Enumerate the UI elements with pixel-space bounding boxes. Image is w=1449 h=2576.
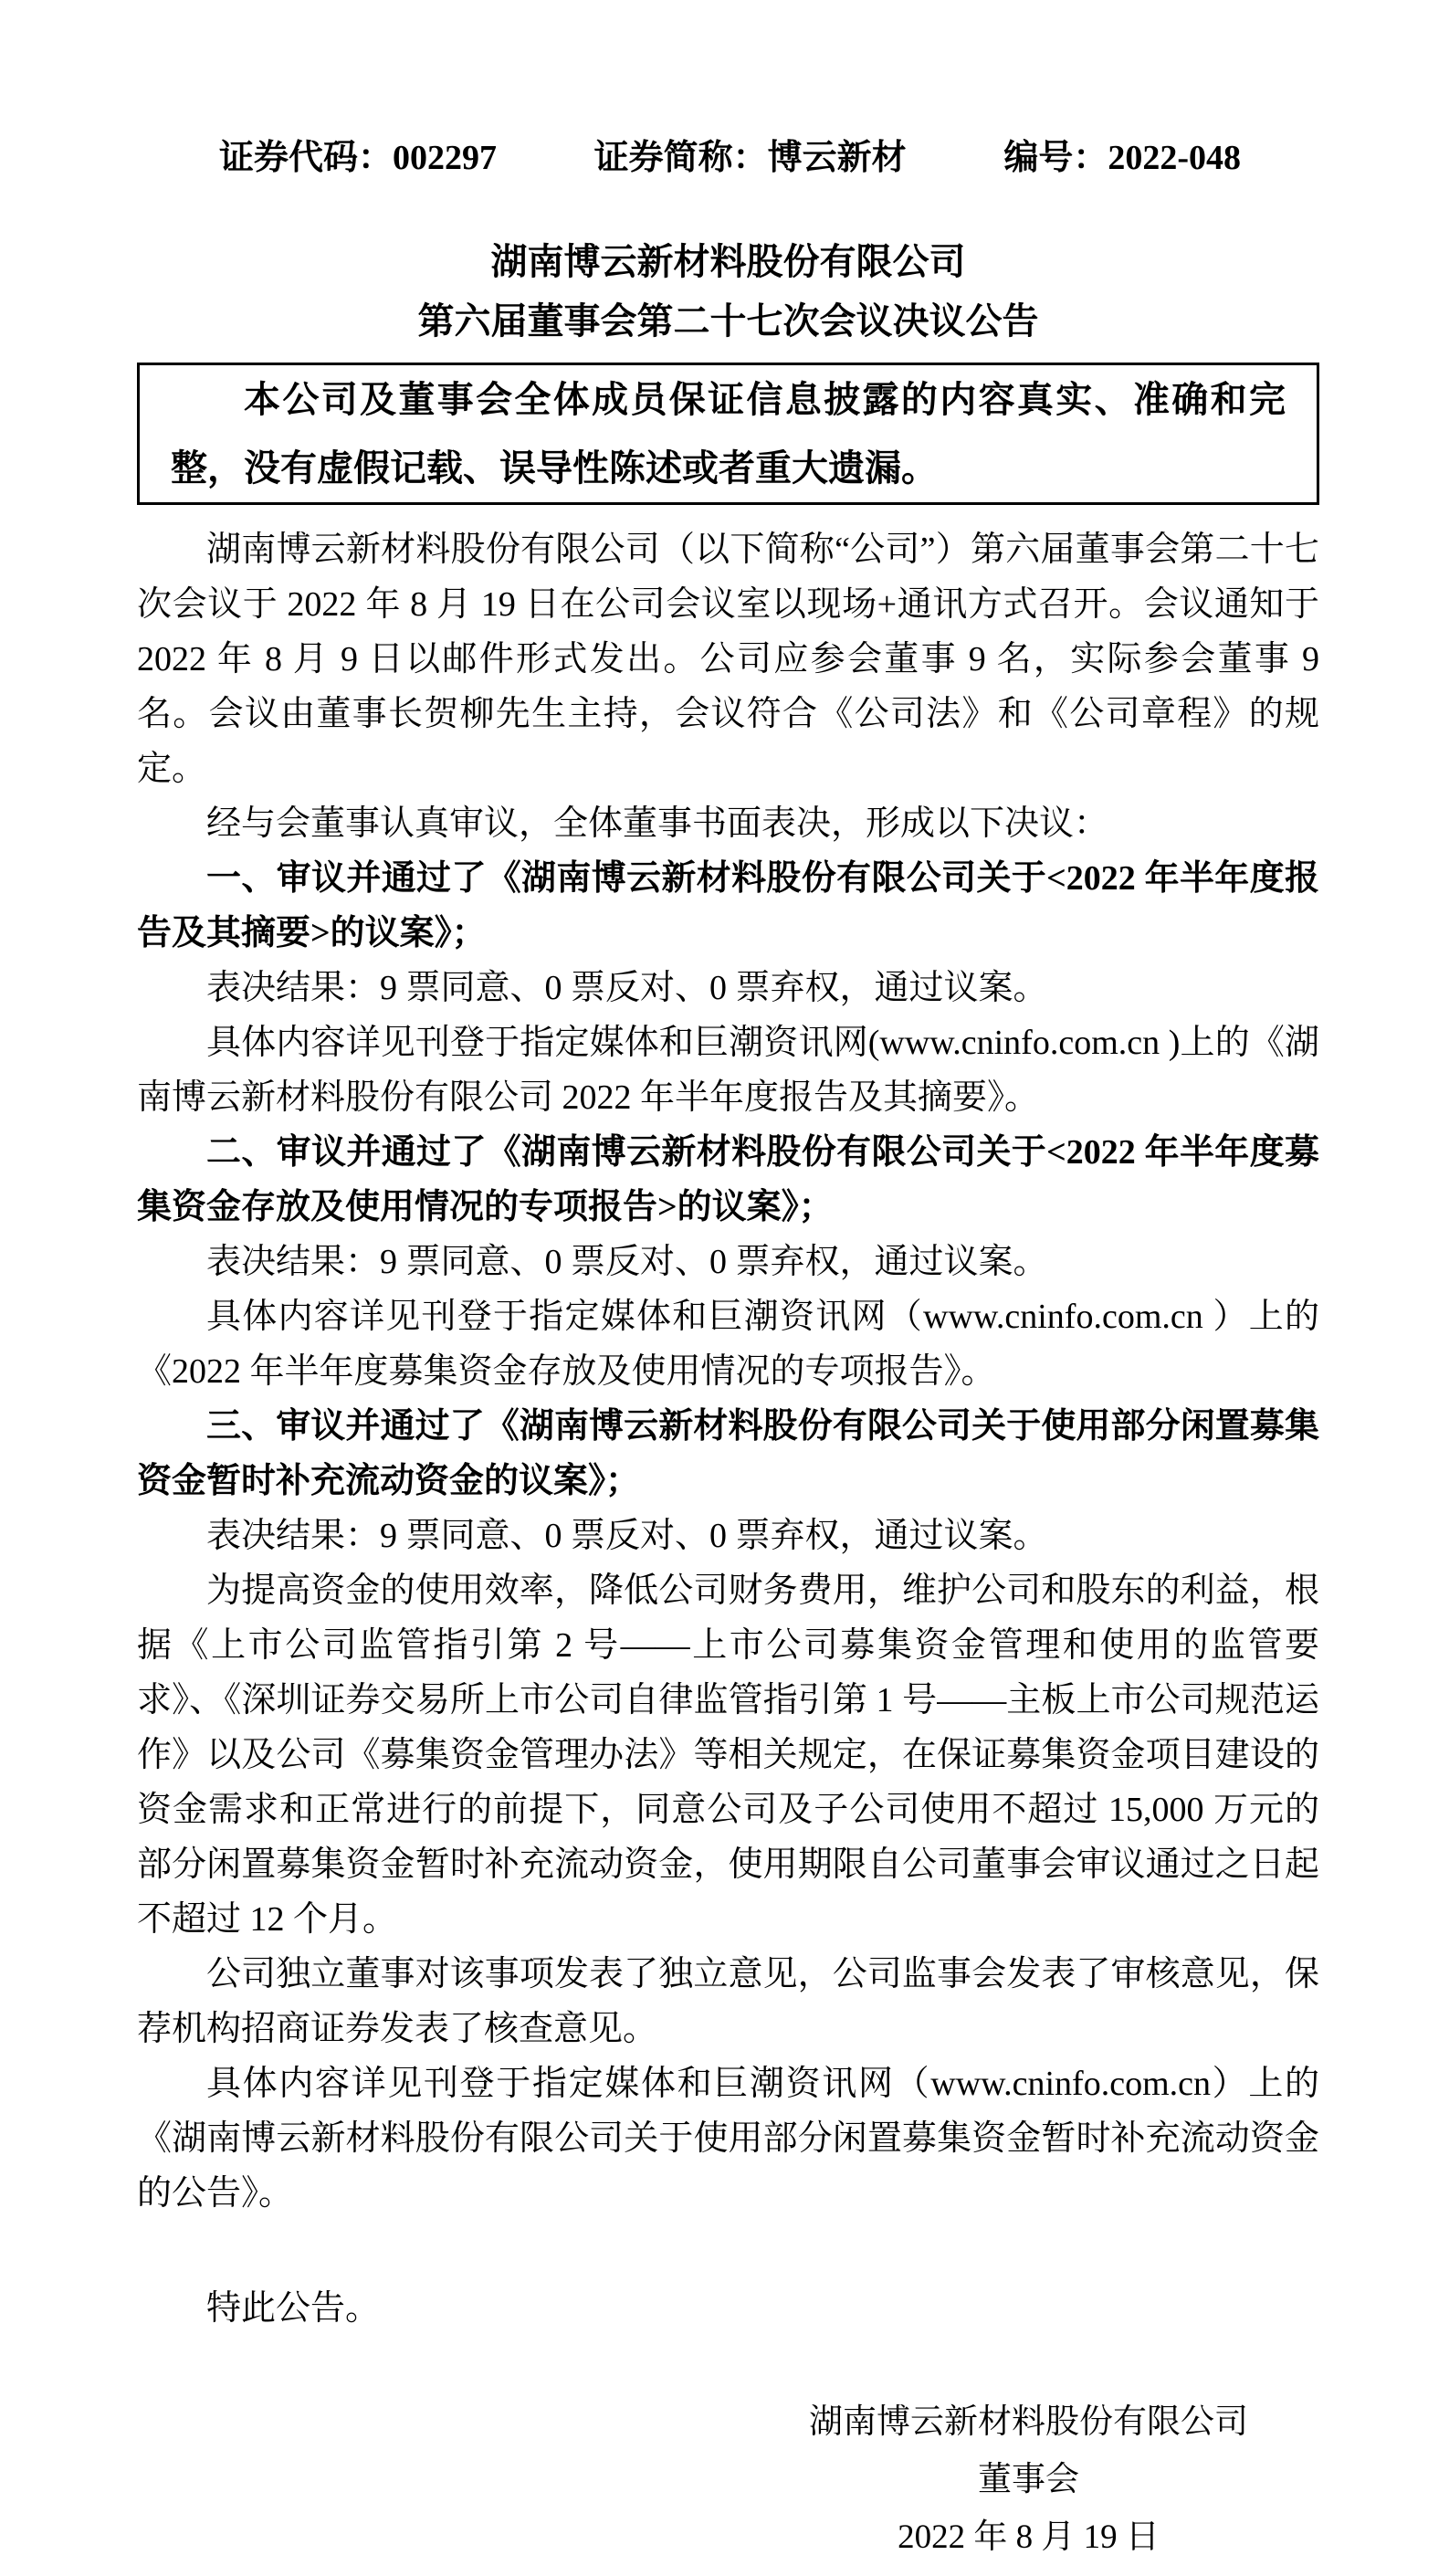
paragraph-resolution-lead: 经与会董事认真审议，全体董事书面表决，形成以下决议： — [206, 804, 1109, 843]
signature-date: 2022 年 8 月 19 日 — [898, 2518, 1160, 2556]
signature-company: 湖南博云新材料股份有限公司 — [809, 2403, 1248, 2441]
company-name-title: 湖南博云新材料股份有限公司 — [490, 241, 966, 282]
document-header — [137, 135, 1319, 181]
paragraph-item-3-basis: 为提高资金的使用效率，降低公司财务费用，维护公司和股东的利益，根据《上市公司监管指引第 2 号——上市公司募集资金管理和使用的监管要求》、《深圳证券交易所上市公司自律监管指引第 1 号——主板上市公司规范运作》以及公司《募集资金管理办法》等相关规定，在保证募集资金项目建设的资金需求和正常进行的前提下，同意公司及子公司使用不超过 15,000 万元的部分闲置募集资金暂时补充流动资金，使用期限自公司董事会审议通过之日起不超过 12 个月。 — [137, 1572, 1319, 1939]
paragraph-item-3-detail: 具体内容详见刊登于指定媒体和巨潮资讯网（www.cninfo.com.cn）上的 《湖南博云新材料股份有限公司关于使用部分闲置募集资金暂时补充流动资金的公告》。 — [137, 2065, 1319, 2213]
disclaimer-text: 本公司及董事会全体成员保证信息披露的内容真实、准确和完整，没有虚假记载、误导性陈述或者重大遗漏。 — [171, 379, 1286, 489]
paragraph-intro: 湖南博云新材料股份有限公司（以下简称“公司”）第六届董事会第二十七次会议于 2022 年 8 月 19 日在公司会议室以现场+通讯方式召开。会议通知于 2022 年 8 月 9 日以邮件形式发出。公司应参会董事 9 名，实际参会董事 9 名。会议由董事长贺柳先生主持，会议符合《公司法》和《公司章程》的规定。 — [137, 531, 1319, 788]
paragraph-item-3-vote: 表决结果：9 票同意、0 票反对、0 票弃权，通过议案。 — [206, 1517, 1048, 1555]
paragraph-item-1-detail: 具体内容详见刊登于指定媒体和巨潮资讯网(www.cninfo.com.cn )上的《湖南博云新材料股份有限公司 2022 年半年度报告及其摘要》。 — [137, 1024, 1319, 1117]
closing-statement: 特此公告。 — [206, 2289, 381, 2328]
paragraph-item-3-opinions: 公司独立董事对该事项发表了独立意见，公司监事会发表了审核意见，保荐机构招商证券发表了核查意见。 — [137, 1955, 1319, 2048]
doc-number-label: 编号：2022-048 — [1003, 139, 1241, 177]
stock-abbr-label: 证券简称：博云新材 — [593, 139, 907, 177]
announcement-title: 第六届董事会第二十七次会议决议公告 — [417, 300, 1039, 342]
paragraph-item-3-heading: 三、审议并通过了《湖南博云新材料股份有限公司关于使用部分闲置募集资金暂时补充流动资金的议案》； — [137, 1407, 1319, 1500]
disclaimer-box — [137, 363, 1319, 505]
signature-board: 董事会 — [978, 2461, 1079, 2498]
signature-block — [809, 2393, 1248, 2566]
paragraph-item-2-vote: 表决结果：9 票同意、0 票反对、0 票弃权，通过议案。 — [206, 1243, 1048, 1281]
paragraph-item-2-heading: 二、审议并通过了《湖南博云新材料股份有限公司关于<2022 年半年度募集资金存放及使用情况的专项报告>的议案》； — [137, 1133, 1319, 1226]
stock-code-label: 证券代码：002297 — [219, 139, 498, 177]
paragraph-item-1-vote: 表决结果：9 票同意、0 票反对、0 票弃权，通过议案。 — [206, 969, 1048, 1007]
document-body — [137, 522, 1319, 2336]
paragraph-item-2-detail: 具体内容详见刊登于指定媒体和巨潮资讯网（www.cninfo.com.cn ）上的《2022 年半年度募集资金存放及使用情况的专项报告》。 — [137, 1298, 1319, 1391]
paragraph-item-1-heading: 一、审议并通过了《湖南博云新材料股份有限公司关于<2022 年半年度报告及其摘要>的议案》； — [137, 859, 1319, 952]
